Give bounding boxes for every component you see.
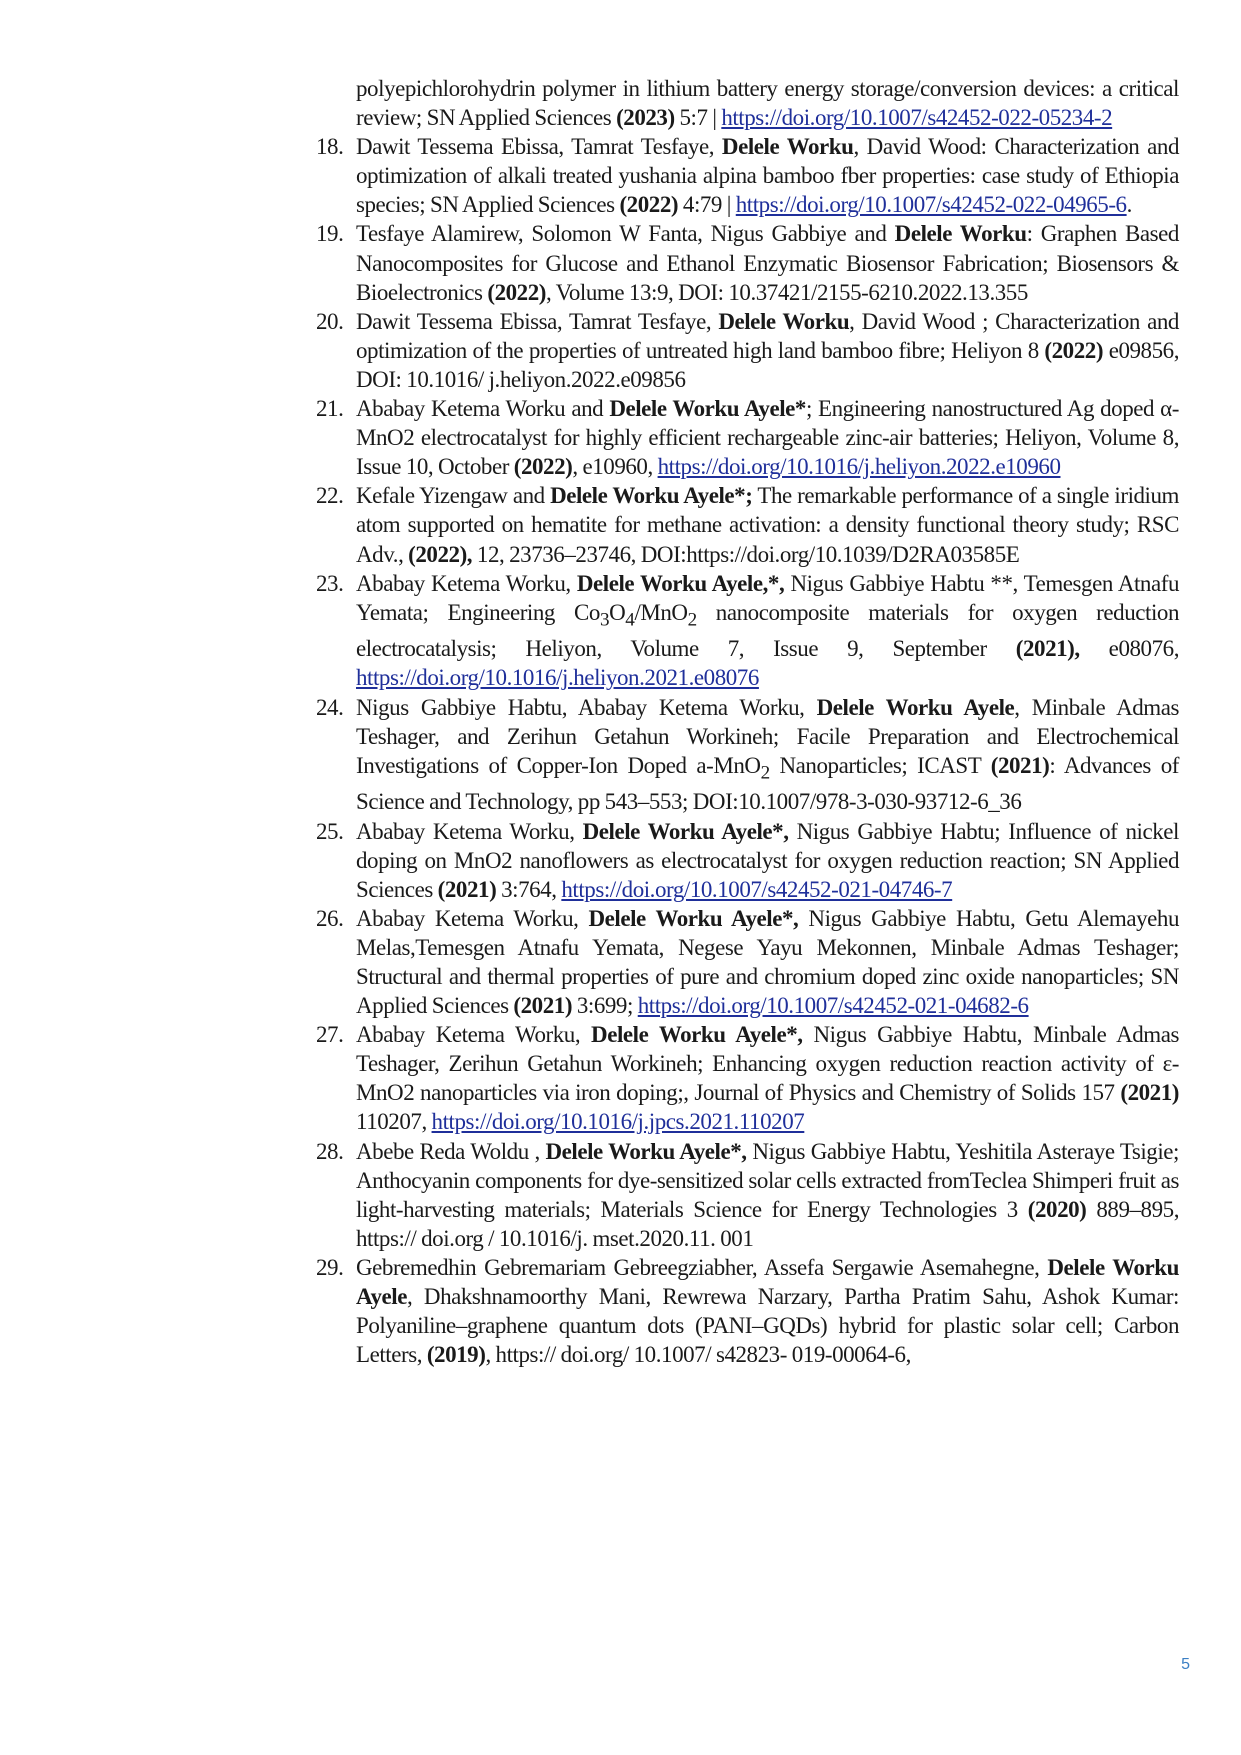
entry-text: , Volume 13:9, DOI: 10.37421/2155-6210.2022.13.355 <box>545 279 1028 305</box>
publication-entry <box>316 1253 1179 1369</box>
bold-text: Delele Worku <box>721 134 854 160</box>
bold-text: Delele Worku Ayele <box>356 1254 1179 1310</box>
entry-text: Nigus Gabbiye Habtu, Ababay Ketema Worku, <box>356 694 817 720</box>
bold-text: Delele Worku Ayele <box>816 694 1015 720</box>
publication-entry <box>316 394 1179 481</box>
bold-text: Delele Worku <box>894 221 1027 247</box>
entry-text: , David Wood: Characterization and optimization of alkali treated yushania alpina bamboo fber properties: case study of Ethiopia species; SN Applied Sciences <box>356 134 1179 218</box>
entry-text: e08076, <box>1079 636 1179 662</box>
entry-text: /MnO <box>634 599 688 625</box>
doi-link[interactable]: https://doi.org/10.1007/s42452-022-04965-6 <box>735 192 1127 218</box>
entry-text: Ababay Ketema Worku, <box>356 905 589 931</box>
entry-text: Nigus Gabbiye Habtu, Minbale Admas Teshager, Zerihun Getahun Workineh; Enhancing oxygen reduction reaction activity of ε-MnO2 nanoparticles via iron doping;, Journal of Physics and Chemistry of Solids 157 <box>356 1022 1179 1106</box>
bold-text: Delele Worku Ayele*, <box>588 905 799 931</box>
bold-text: (2021) <box>990 752 1050 778</box>
entry-text: 3:764, <box>496 876 562 902</box>
publication-entry <box>316 219 1179 306</box>
entry-text: Nanoparticles; ICAST <box>769 752 991 778</box>
entry-number: 23. <box>316 570 344 596</box>
entry-text: nanocomposite materials for oxygen reduction electrocatalysis; Heliyon, Volume 7, Issue 9, September <box>356 599 1179 662</box>
doi-link[interactable]: https://doi.org/10.1007/s42452-021-04682-6 <box>637 993 1029 1019</box>
publication-entry <box>316 693 1180 817</box>
entry-text: 12, 23736–23746, DOI:https://doi.org/10.1039/D2RA03585E <box>472 541 1020 567</box>
entry-text: The remarkable performance of a single iridium atom supported on hematite for methane activation: a density functional theory study; RSC Adv., <box>356 483 1179 567</box>
subscript: 2 <box>687 609 697 631</box>
entry-number: 25. <box>316 818 344 844</box>
entry-text: Nigus Gabbiye Habtu, Yeshitila Asteraye Tsigie; Anthocyanin components for dye-sensitized solar cells extracted fromTeclea Shimperi fruit as light-harvesting materials; Materials Science for Energy Technologies 3 <box>356 1138 1179 1222</box>
entry-text: ; Engineering nanostructured Ag doped α-MnO2 electrocatalyst for highly efficient rechargeable zinc-air batteries; Heliyon, Volume 8, Issue 10, October <box>356 396 1179 480</box>
entry-text: , David Wood ; Characterization and optimization of the properties of untreated high land bamboo fibre; Heliyon 8 <box>356 308 1179 363</box>
entry-number: 27. <box>316 1022 344 1048</box>
entry-number: 22. <box>316 483 344 509</box>
doi-link[interactable]: https://doi.org/10.1016/j.heliyon.2021.e08076 <box>356 665 759 691</box>
publication-entry <box>316 307 1179 394</box>
entry-number: 18. <box>316 134 344 160</box>
entry-text: 3:699; <box>572 993 638 1019</box>
bold-text: Delele Worku Ayele* <box>609 396 806 422</box>
entry-number: 20. <box>316 308 344 334</box>
doi-link[interactable]: https://doi.org/10.1016/j.heliyon.2022.e10960 <box>657 454 1061 480</box>
publication-entry <box>316 817 1179 904</box>
entry-number: 29. <box>316 1254 344 1280</box>
entry-text: . <box>1126 192 1132 218</box>
entry-text: Ababay Ketema Worku and <box>356 396 610 422</box>
entry-text: Nigus Gabbiye Habtu, Getu Alemayehu Melas,Temesgen Atnafu Yemata, Negese Yayu Mekonnen, Minbale Admas Teshager; Structural and thermal properties of pure and chromium doped zinc oxide nanoparticles; SN Applied Sciences <box>356 905 1179 1019</box>
entry-text: , Dhakshnamoorthy Mani, Rewrewa Narzary, Partha Pratim Sahu, Ashok Kumar: Polyaniline–graphene quantum dots (PANI–GQDs) hybrid for plastic solar cell; Carbon Letters, <box>356 1284 1179 1368</box>
bold-text: (2021), <box>1015 636 1080 662</box>
entry-text: Nigus Gabbiye Habtu; Influence of nickel doping on MnO2 nanoflowers as electrocatalyst for oxygen reduction reaction; SN Applied Sciences <box>356 818 1179 902</box>
bold-text: (2022) <box>487 279 546 305</box>
subscript: 2 <box>760 762 770 784</box>
entry-text: Tesfaye Alamirew, Solomon W Fanta, Nigus Gabbiye and <box>356 221 895 247</box>
entry-number: 26. <box>316 905 344 931</box>
entry-text: Ababay Ketema Worku, <box>356 818 583 844</box>
entry-text: : Graphen Based Nanocomposites for Glucose and Ethanol Enzymatic Biosensor Fabrication; Biosensors & Bioelectronics <box>356 221 1179 305</box>
entry-text: Nigus Gabbiye Habtu **, Temesgen Atnafu Yemata; Engineering Co <box>356 570 1180 625</box>
entry-text: Dawit Tessema Ebissa, Tamrat Tesfaye, <box>356 308 719 334</box>
publication-list <box>316 74 1180 1369</box>
publication-entry <box>316 1020 1179 1136</box>
entry-text: , e10960, <box>572 454 658 480</box>
bold-text: Delele Worku Ayele*, <box>545 1138 747 1164</box>
bold-text: (2022) <box>619 192 679 218</box>
entry-number: 21. <box>316 396 344 422</box>
bold-text: (2022) <box>1044 337 1104 363</box>
entry-number: 24. <box>316 694 344 720</box>
bold-text: (2020) <box>1027 1196 1087 1222</box>
bold-text: Delele Worku <box>718 308 850 334</box>
doi-link[interactable]: https://doi.org/10.1007/s42452-022-05234-2 <box>721 105 1113 131</box>
entry-text: e09856, DOI: 10.1016/ j.heliyon.2022.e09856 <box>356 337 1179 392</box>
entry-text: 5:7 | <box>674 105 722 131</box>
entry-text: 889–895, https:// doi.org / 10.1016/j. mset.2020.11. 001 <box>356 1196 1179 1251</box>
bold-text: Delele Worku Ayele*, <box>591 1022 803 1048</box>
bold-text: (2021) <box>513 993 573 1019</box>
entry-number: 28. <box>316 1138 344 1164</box>
doi-link[interactable]: https://doi.org/10.1007/s42452-021-04746-7 <box>561 876 953 902</box>
entry-text: 110207, <box>356 1109 432 1135</box>
entry-text: : Advances of Science and Technology, pp 543–553; DOI:10.1007/978-3-030-93712-6_36 <box>356 752 1179 815</box>
entry-text: , https:// doi.org/ 10.1007/ s42823- 019-00064-6, <box>485 1342 911 1368</box>
entry-text: Abebe Reda Woldu , <box>356 1138 546 1164</box>
bold-text: Delele Worku Ayele*; <box>550 483 753 509</box>
entry-text: Ababay Ketema Worku, <box>356 1022 592 1048</box>
bold-text: (2021) <box>1120 1080 1179 1106</box>
entry-text: Kefale Yizengaw and <box>356 483 551 509</box>
entry-number: 19. <box>316 221 344 247</box>
publication-entry <box>316 904 1179 1020</box>
bold-text: (2022), <box>408 541 473 567</box>
subscript: 3 <box>599 609 610 631</box>
doi-link[interactable]: https://doi.org/10.1016/j.jpcs.2021.110207 <box>431 1109 805 1135</box>
publication-entry <box>356 74 1179 132</box>
publication-entry <box>316 481 1179 568</box>
publication-entry <box>316 132 1179 219</box>
bold-text: (2022) <box>513 454 573 480</box>
entry-text: polyepichlorohydrin polymer in lithium battery energy storage/conversion devices: a critical review; SN Applied Sciences <box>356 76 1179 131</box>
bold-text: (2021) <box>437 876 497 902</box>
bold-text: Delele Worku Ayele,*, <box>576 570 785 596</box>
entry-text: Dawit Tessema Ebissa, Tamrat Tesfaye, <box>356 134 722 160</box>
entry-text: O <box>609 599 626 625</box>
publication-entry <box>316 569 1180 693</box>
entry-text: Ababay Ketema Worku, <box>356 570 577 596</box>
bold-text: (2019) <box>426 1342 486 1368</box>
publication-entry <box>316 1137 1179 1253</box>
bold-text: Delele Worku Ayele*, <box>582 818 789 844</box>
entry-text: Gebremedhin Gebremariam Gebreegziabher, Assefa Sergawie Asemahegne, <box>356 1254 1048 1280</box>
page-number: 5 <box>1181 1656 1190 1673</box>
entry-text: 4:79 | <box>678 192 736 218</box>
bold-text: (2023) <box>616 105 675 131</box>
subscript: 4 <box>625 609 635 631</box>
entry-text: , Minbale Admas Teshager, and Zerihun Getahun Workineh; Facile Preparation and Electrochemical Investigations of Copper-Ion Doped a-MnO <box>356 694 1180 778</box>
